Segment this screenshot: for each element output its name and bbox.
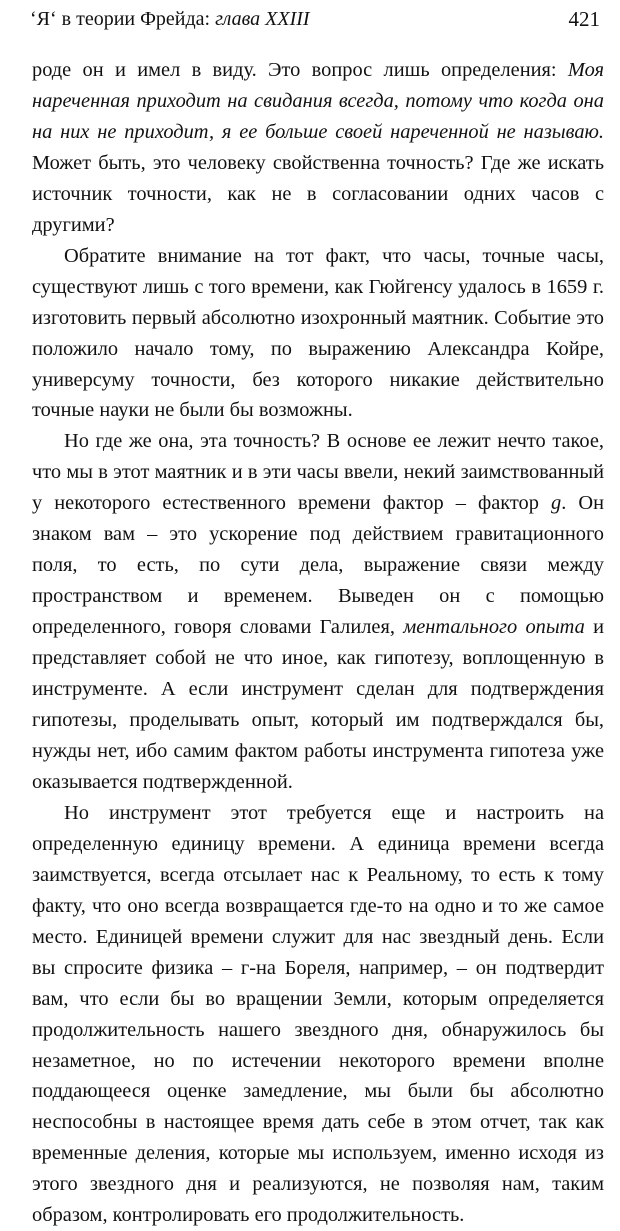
text-run: роде он и имел в виду. Это вопрос лишь определения: (32, 59, 568, 81)
paragraph-4 (32, 798, 604, 1231)
text-run: Но где же она, эта точность? В основе ее лежит нечто такое, что мы в этот маятник и в эти часы ввели, некий заимствованный у некоторого естественного времени фактор – фактор (32, 430, 604, 515)
italic-run: g (550, 492, 562, 515)
paragraph-1 (32, 55, 604, 241)
text-run: Обратите внимание на тот факт, что часы, точные часы, существуют лишь с того времени, как Гюйгенсу удалось в 1659 г. изготовить первый абсолютно изохронный маятник. Событие это положило начало тому, по выражению Александра Койре, универсуму точности, без которого никакие действительно точные науки не были бы возможны. (32, 244, 604, 422)
page-number: 421 (568, 7, 600, 31)
paragraph-3 (32, 426, 604, 797)
running-head (30, 4, 606, 34)
running-title-prefix: ‘Я‘ в теории Фрейда: (30, 8, 216, 30)
body-text (32, 55, 604, 1231)
paragraph-2 (32, 241, 604, 427)
text-run: и представляет собой не что иное, как гипотезу, воплощенную в инструменте. А если инструмент сделан для подтверждения гипотезы, проделывать опыт, который им подтверждался бы, нужды нет, ибо самим фактом работы инструмента гипотеза уже оказывается подтвержденной. (32, 616, 604, 793)
text-run: Но инструмент этот требуется еще и настроить на определенную единицу времени. А единица времени всегда заимствуется, всегда отсылает нас к Реальному, то есть к тому факту, что оно всегда возвращается где-то на одно и то же самое место. Единицей времени служит для нас звездный день. Если вы спросите физика – г-на Бореля, например, – он подтвердит вам, что если бы во вращении Земли, которым определяется продолжительность нашего звездного дня, обнаружилось бы незаметное, но по истечении некоторого времени вполне поддающееся оценке замедление, мы были бы абсолютно неспособны в настоящее время дать себе в этом отчет, так как временные деления, которые мы используем, именно исходя из этого звездного дня и реализуются, не позволяя нам, таким образом, контролировать его продолжительность. (32, 801, 604, 1227)
italic-run: ментального опыта (403, 616, 585, 639)
text-run: . Он знаком вам – это ускорение под действием гравитационного поля, то есть, по сути дела, выражение связи между пространством и временем. Выведен он с помощью определенного, говоря словами Галилея, (32, 492, 604, 639)
running-title (30, 4, 310, 34)
running-title-chapter: глава XXIII (215, 8, 310, 30)
italic-run: Моя нареченная приходит на свидания всегда, потому что когда она на них не приходит, я ее больше своей нареченной не называю. (32, 59, 604, 143)
text-run: Может быть, это человеку свойственна точность? Где же искать источник точности, как не в согласовании одних часов с другими? (32, 151, 604, 236)
